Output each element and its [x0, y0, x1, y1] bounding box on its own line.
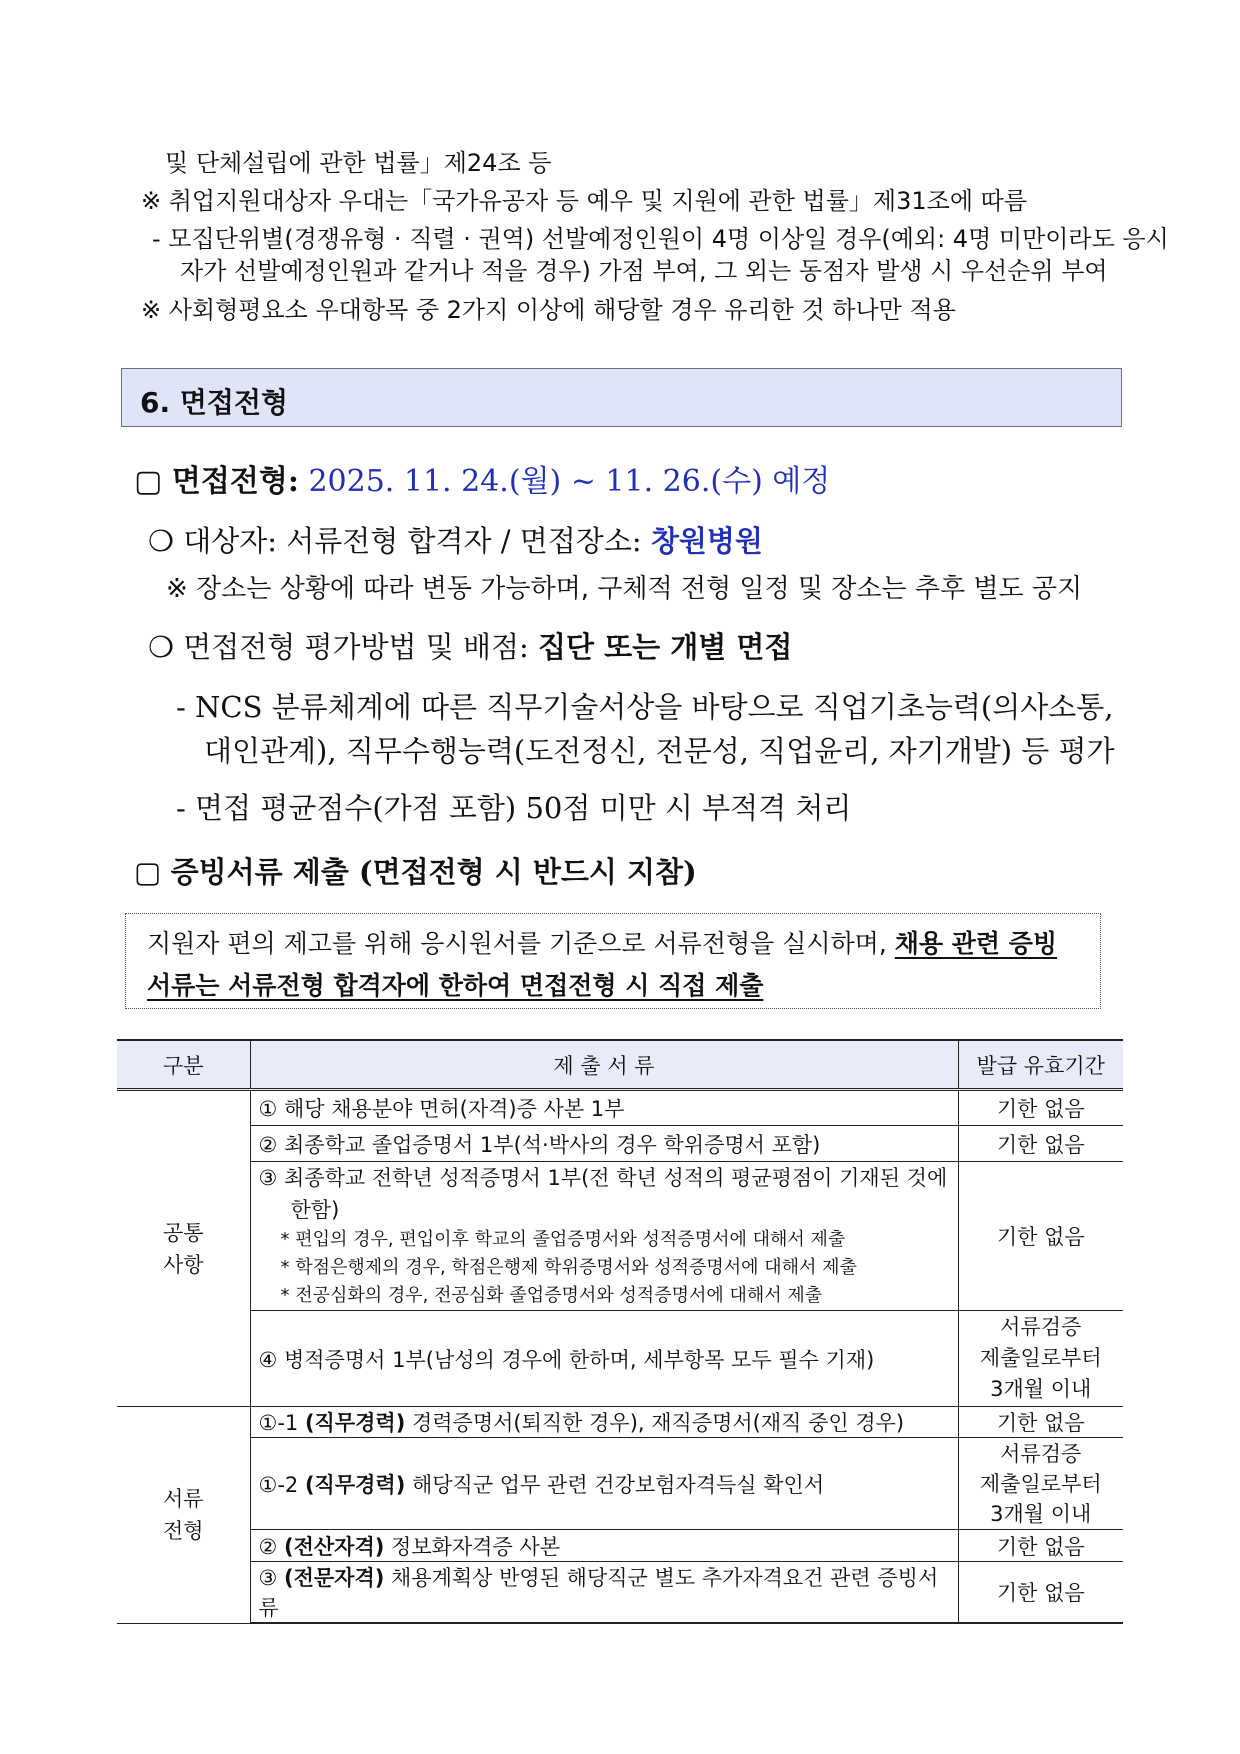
documents-table	[117, 1039, 1123, 1624]
circle-bullet-icon: ❍	[148, 630, 174, 664]
doc-cell: ① 해당 채용분야 면허(자격)증 사본 1부	[250, 1090, 958, 1126]
checkbox-square-icon: ▢	[134, 464, 163, 499]
validity-cell: 기한 없음	[958, 1090, 1123, 1126]
doc-cell	[250, 1162, 958, 1311]
interview-dates: 2025. 11. 24.(월) ~ 11. 26.(수) 예정	[308, 464, 831, 499]
group-common: 공통 사항	[117, 1090, 250, 1407]
validity-line: 서류검증	[1000, 1315, 1082, 1339]
validity-cell: 기한 없음	[958, 1126, 1123, 1162]
validity-cell: 기한 없음	[958, 1562, 1123, 1624]
doc-number: ③	[258, 1566, 285, 1590]
header-category: 구분	[117, 1040, 250, 1090]
doc-text: 정보화자격증 사본	[384, 1534, 560, 1559]
validity-cell	[958, 1311, 1123, 1407]
group-screening: 서류 전형	[117, 1407, 250, 1624]
notice-emphasis-1: 채용 관련 증빙	[894, 929, 1058, 958]
target-label: 대상자: 서류전형 합격자 / 면접장소:	[183, 524, 642, 558]
table-row	[117, 1530, 1123, 1562]
intro-line-3b: 자가 선발예정인원과 같거나 적을 경우) 가점 부여, 그 외는 동점자 발생 시 우선순위 부여	[180, 257, 1108, 285]
doc-tag: (직무경력)	[304, 1411, 406, 1435]
doc-tag: (직무경력)	[304, 1472, 406, 1497]
table-row	[117, 1311, 1123, 1407]
doc-tag: (전산자격)	[284, 1534, 385, 1559]
validity-cell: 기한 없음	[958, 1407, 1123, 1438]
doc-cell	[250, 1438, 958, 1530]
interview-venue: 창원병원	[650, 524, 763, 558]
method-label: 면접전형 평가방법 및 배점:	[183, 630, 529, 664]
interview-method	[148, 625, 792, 666]
table-row	[117, 1162, 1123, 1311]
table-header-row	[117, 1040, 1123, 1090]
intro-line-1: 및 단체설립에 관한 법률」제24조 등	[165, 149, 552, 177]
table-row	[117, 1126, 1123, 1162]
doc-cell	[250, 1530, 958, 1562]
validity-line: 제출일로부터	[979, 1471, 1102, 1496]
doc-main: ③ 최종학교 전학년 성적증명서 1부(전 학년 성적의 평균평점이 기재된 것에 한함)	[258, 1166, 948, 1222]
header-validity: 발급 유효기간	[958, 1040, 1123, 1090]
checkbox-square-icon: ▢	[134, 855, 162, 889]
table-row	[117, 1562, 1123, 1624]
validity-cell: 기한 없음	[958, 1530, 1123, 1562]
doc-number: ①-2	[258, 1472, 305, 1497]
method-detail-1b: 대인관계), 직무수행능력(도전정신, 전문성, 직업윤리, 자기개발) 등 평가	[204, 734, 1115, 768]
interview-target	[148, 519, 763, 560]
doc-text: 경력증명서(퇴직한 경우), 재직증명서(재직 중인 경우)	[405, 1411, 905, 1435]
doc-note: * 학점은행제의 경우, 학점은행제 학위증명서와 성적증명서에 대해서 제출	[280, 1257, 857, 1278]
section-title: 6. 면접전형	[140, 386, 289, 419]
venue-note: ※ 장소는 상황에 따라 변동 가능하며, 구체적 전형 일정 및 장소는 추후 별도 공지	[166, 574, 1083, 604]
method-detail-2: - 면접 평균점수(가점 포함) 50점 미만 시 부적격 처리	[176, 791, 852, 825]
intro-line-2: ※ 취업지원대상자 우대는「국가유공자 등 예우 및 지원에 관한 법률」제31조에 따름	[141, 187, 1028, 215]
validity-cell	[958, 1438, 1123, 1530]
table-row	[117, 1090, 1123, 1126]
doc-note: * 전공심화의 경우, 전공심화 졸업증명서와 성적증명서에 대해서 제출	[280, 1285, 823, 1306]
doc-cell: ② 최종학교 졸업증명서 1부(석·박사의 경우 학위증명서 포함)	[250, 1126, 958, 1162]
doc-tag: (전문자격)	[284, 1566, 385, 1590]
section-header	[121, 368, 1122, 427]
doc-note: * 편입의 경우, 편입이후 학교의 졸업증명서와 성적증명서에 대해서 제출	[280, 1229, 846, 1250]
notice-box	[125, 913, 1101, 1009]
notice-line-1	[147, 924, 1057, 960]
intro-line-4: ※ 사회형평요소 우대항목 중 2가지 이상에 해당할 경우 유리한 것 하나만 적용	[141, 296, 956, 324]
method-value: 집단 또는 개별 면접	[538, 630, 793, 664]
intro-line-3a: - 모집단위별(경쟁유형 · 직렬 · 권역) 선발예정인원이 4명 이상일 경우(예외: 4명 미만이라도 응시	[152, 225, 1169, 253]
doc-number: ②	[258, 1534, 285, 1559]
interview-label: 면접전형:	[171, 464, 299, 499]
doc-text: 해당직군 업무 관련 건강보험자격득실 확인서	[405, 1472, 825, 1497]
notice-emphasis-2: 서류는 서류전형 합격자에 한하여 면접전형 시 직접 제출	[147, 971, 764, 1000]
doc-cell	[250, 1407, 958, 1438]
doc-cell	[250, 1562, 958, 1624]
doc-text: 채용계획상 반영된 해당직군 별도 추가자격요건 관련 증빙서류	[258, 1566, 939, 1620]
evidence-heading	[134, 850, 697, 891]
method-detail-1a: - NCS 분류체계에 따른 직무기술서상을 바탕으로 직업기초능력(의사소통,	[176, 690, 1114, 724]
validity-cell: 기한 없음	[958, 1162, 1123, 1311]
notice-text: 지원자 편의 제고를 위해 응시원서를 기준으로 서류전형을 실시하며,	[147, 929, 895, 958]
evidence-heading-text: 증빙서류 제출 (면접전형 시 반드시 지참)	[170, 855, 697, 889]
circle-bullet-icon: ❍	[148, 524, 174, 558]
validity-line: 서류검증	[1000, 1441, 1082, 1466]
table-row	[117, 1407, 1123, 1438]
interview-schedule	[134, 456, 830, 500]
table-row	[117, 1438, 1123, 1530]
doc-number: ①-1	[258, 1411, 305, 1435]
validity-line: 제출일로부터	[979, 1346, 1102, 1370]
validity-line: 3개월 이내	[990, 1377, 1092, 1401]
doc-cell: ④ 병적증명서 1부(남성의 경우에 한하며, 세부항목 모두 필수 기재)	[250, 1311, 958, 1407]
validity-line: 3개월 이내	[990, 1501, 1092, 1526]
header-documents: 제 출 서 류	[250, 1040, 958, 1090]
